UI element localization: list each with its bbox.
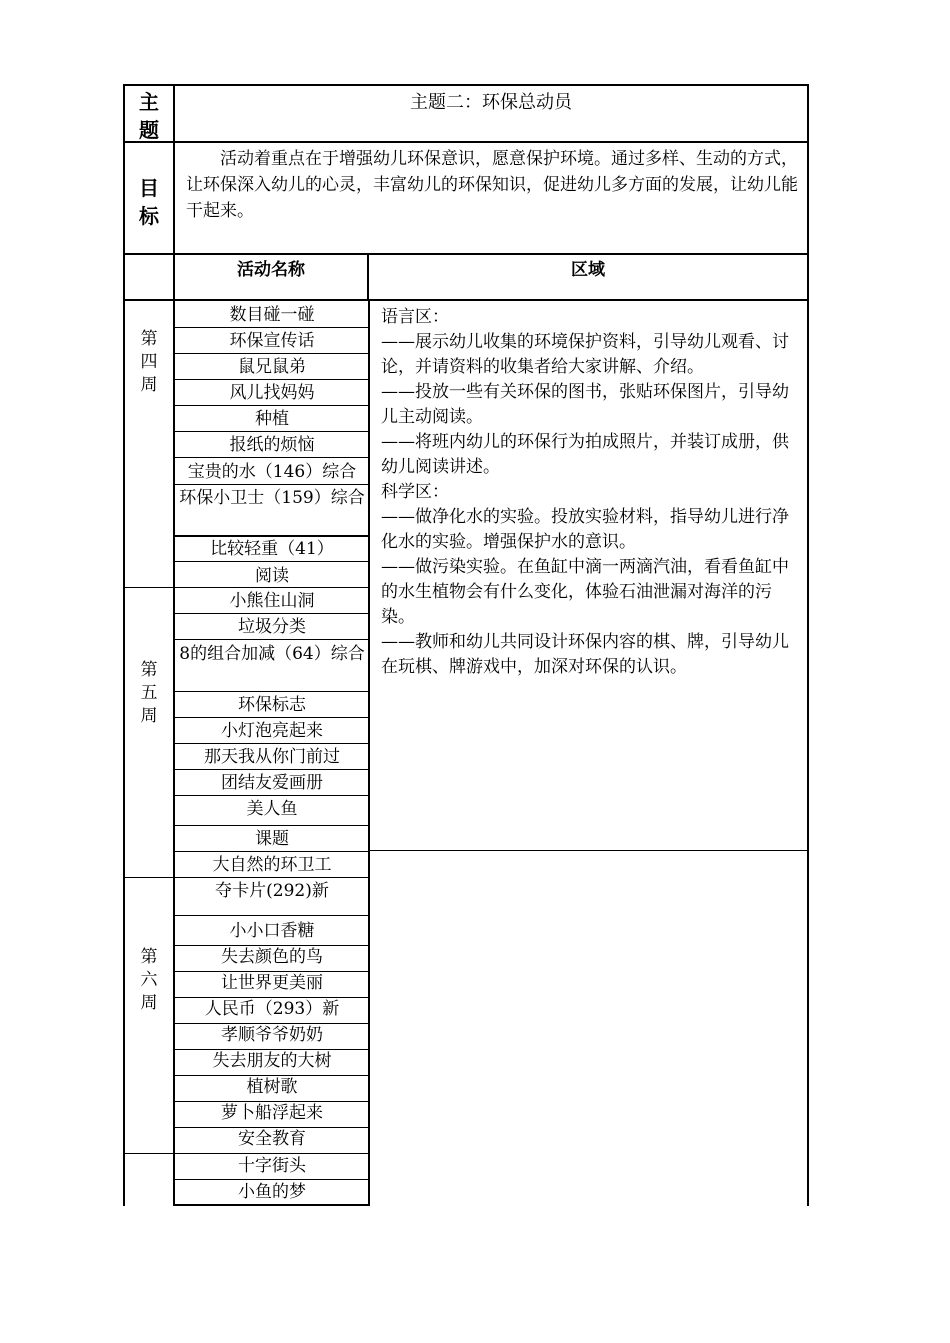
week5-label: 第 五 周 xyxy=(140,660,158,726)
activity-item: 环保标志 xyxy=(238,695,306,715)
activity-item: 大自然的环卫工 xyxy=(212,855,332,875)
activity-item: 环保宣传话 xyxy=(229,331,315,351)
activity-item: 风儿找妈妈 xyxy=(229,383,315,403)
activity-item: 数目碰一碰 xyxy=(229,305,315,325)
activity-item: 让世界更美丽 xyxy=(221,973,323,993)
goal-divider xyxy=(123,253,809,255)
area-heading-science: 科学区： xyxy=(381,482,449,502)
theme-title: 主题二：环保总动员 xyxy=(410,92,572,113)
activity-item: 植树歌 xyxy=(246,1077,298,1097)
activity-item: 环保小卫士（159）综合 xyxy=(179,488,365,508)
activity-item: 团结友爱画册 xyxy=(221,773,323,793)
activity-item: 失去颜色的鸟 xyxy=(221,947,323,967)
area-paragraph: ——将班内幼儿的环保行为拍成照片，并装订成册，供幼儿阅读讲述。 xyxy=(381,432,789,477)
week6-week7-divider xyxy=(123,1153,175,1154)
area-paragraph: ——做净化水的实验。投放实验材料，指导幼儿进行净化水的实验。增强保护水的意识。 xyxy=(381,507,789,552)
activity-item: 种植 xyxy=(255,409,289,429)
area-paragraph: ——展示幼儿收集的环境保护资料，引导幼儿观看、讨论，并请资料的收集者给大家讲解、介绍。 xyxy=(381,332,789,377)
activity-item: 阅读 xyxy=(255,566,289,586)
activity-item: 8的组合加减（64）综合 xyxy=(179,644,365,664)
activity-item: 比较轻重（41） xyxy=(210,539,334,559)
week4-week5-divider xyxy=(123,587,175,588)
area-box-bottom xyxy=(369,850,809,851)
activity-item: 宝贵的水（146）综合 xyxy=(187,462,357,482)
label-column-divider xyxy=(173,84,175,1206)
theme-label: 主 题 xyxy=(139,90,159,142)
goal-label: 目 标 xyxy=(139,176,159,228)
activity-item: 小熊住山洞 xyxy=(229,591,315,611)
goal-text: 活动着重点在于增强幼儿环保意识，愿意保护环境。通过多样、生动的方式，让环保深入幼儿的心灵，丰富幼儿的环保知识，促进幼儿多方面的发展，让幼儿能干起来。 xyxy=(186,149,798,221)
activity-row-line xyxy=(175,915,369,916)
activity-item: 课题 xyxy=(255,829,289,849)
activity-item: 报纸的烦恼 xyxy=(229,435,315,455)
week4-label: 第 四 周 xyxy=(140,329,158,395)
area-paragraph: ——做污染实验。在鱼缸中滴一两滴汽油，看看鱼缸中的水生植物会有什么变化，体验石油泄漏对海洋的污染。 xyxy=(381,557,789,627)
activity-item: 那天我从你门前过 xyxy=(204,747,340,767)
activity-row-line xyxy=(175,691,369,692)
activity-item: 萝卜船浮起来 xyxy=(221,1103,323,1123)
area-heading-language: 语言区： xyxy=(381,307,449,327)
week6-label: 第 六 周 xyxy=(140,947,158,1013)
activity-name-header: 活动名称 xyxy=(237,260,305,280)
activity-column-right xyxy=(368,300,370,1206)
area-content xyxy=(381,305,805,680)
activity-item: 安全教育 xyxy=(238,1129,306,1149)
activity-item: 鼠兄鼠弟 xyxy=(238,357,306,377)
area-paragraph: ——教师和幼儿共同设计环保内容的棋、牌，引导幼儿在玩棋、牌游戏中，加深对环保的认识。 xyxy=(381,632,789,677)
activity-item: 小小口香糖 xyxy=(229,921,315,941)
activity-item: 孝顺爷爷奶奶 xyxy=(221,1025,323,1045)
activity-item: 小鱼的梦 xyxy=(238,1182,306,1202)
week5-week6-divider xyxy=(123,877,175,878)
area-header: 区域 xyxy=(571,260,605,280)
area-box-top xyxy=(369,300,809,301)
activity-item: 十字街头 xyxy=(238,1156,306,1176)
activity-item: 美人鱼 xyxy=(246,799,298,819)
activity-item: 人民币（293）新 xyxy=(204,999,340,1019)
table-border-top xyxy=(123,84,809,86)
activity-item: 小灯泡亮起来 xyxy=(221,721,323,741)
activity-item: 垃圾分类 xyxy=(238,617,306,637)
activity-item: 夺卡片(292)新 xyxy=(215,881,329,901)
theme-divider xyxy=(123,141,809,143)
area-paragraph: ——投放一些有关环保的图书，张贴环保图片，引导幼儿主动阅读。 xyxy=(381,382,789,427)
activity-row-line xyxy=(175,825,369,826)
activity-item: 失去朋友的大树 xyxy=(212,1051,332,1071)
